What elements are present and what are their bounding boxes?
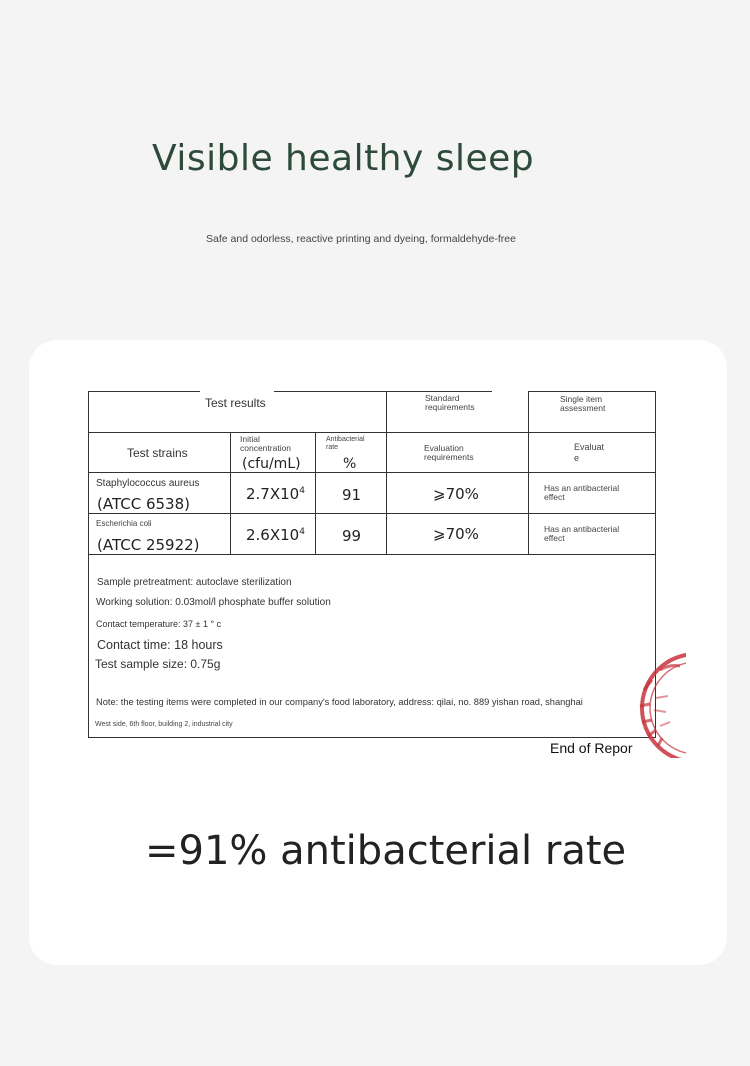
test-strains-label: Test strains xyxy=(127,446,188,460)
row2-effect: Has an antibacterial effect xyxy=(544,524,620,543)
note-sample-size: Test sample size: 0.75g xyxy=(95,657,221,671)
table-border-top-right2 xyxy=(494,391,528,392)
row1-strain: Staphylococcus aureus xyxy=(96,478,200,489)
row2-strain: Escherichia coli xyxy=(96,519,152,528)
evaluation-requirements-label: Evaluation requirements xyxy=(424,443,474,462)
test-results-label: Test results xyxy=(205,396,266,410)
initial-concentration-label: Initial concentration xyxy=(240,434,292,453)
table-border-left xyxy=(88,391,89,738)
standard-requirements-label: Standard requirements xyxy=(425,393,475,412)
row2-code: (ATCC 25922) xyxy=(97,536,200,554)
col-divider-4 xyxy=(528,391,529,555)
end-of-report: End of Repor xyxy=(550,740,633,756)
evaluate-label-1: Evaluat xyxy=(574,442,605,452)
row2-rate: 99 xyxy=(342,527,362,545)
note-address: West side, 6th floor, building 2, industrial city xyxy=(95,721,233,728)
note-lab: Note: the testing items were completed in our company's food laboratory, address: qilai, no. 889 yishan road, shanghai xyxy=(96,697,583,707)
table-border-top-left xyxy=(88,391,200,392)
table-border-bottom xyxy=(88,737,656,738)
row2-requirement: ⩾70% xyxy=(433,525,479,543)
table-header-divider-right xyxy=(386,432,656,433)
row1-concentration: $2.7X10^4$ xyxy=(246,485,305,503)
col-divider-3 xyxy=(386,391,387,555)
note-contact-temperature: Contact temperature: 37 ± 1 ° c xyxy=(96,619,222,629)
row1-rate: 91 xyxy=(342,486,362,504)
official-seal-stamp xyxy=(630,650,686,758)
note-working-solution: Working solution: 0.03mol/l phosphate buffer solution xyxy=(96,597,331,608)
note-contact-time: Contact time: 18 hours xyxy=(97,638,223,652)
table-row1-top xyxy=(88,472,656,473)
row1-effect: Has an antibacterial effect xyxy=(544,483,620,502)
table-border-top-mid xyxy=(274,391,492,392)
antibacterial-rate-label: Antibacterial rate xyxy=(326,436,365,451)
table-border-top-end xyxy=(628,391,656,392)
row1-code: (ATCC 6538) xyxy=(97,495,190,513)
col-divider-2 xyxy=(315,432,316,555)
table-border-top-right xyxy=(528,391,628,392)
page-subtitle: Safe and odorless, reactive printing and dyeing, formaldehyde-free xyxy=(206,233,516,245)
initial-concentration-unit: (cfu/mL) xyxy=(242,456,301,472)
antibacterial-rate-headline: =91% antibacterial rate xyxy=(145,828,627,874)
col-divider-1 xyxy=(230,432,231,555)
evaluate-label-2: e xyxy=(574,453,580,463)
row1-requirement: ⩾70% xyxy=(433,485,479,503)
note-pretreatment: Sample pretreatment: autoclave sterilization xyxy=(97,577,292,588)
table-row2-top xyxy=(88,513,656,514)
table-rows-bottom xyxy=(88,554,656,555)
single-item-assessment-label: Single item assessment xyxy=(560,394,606,413)
page-title: Visible healthy sleep xyxy=(152,138,535,179)
row2-concentration: $2.6X10^4$ xyxy=(246,526,305,544)
antibacterial-rate-unit: % xyxy=(343,456,357,472)
table-header-divider-left xyxy=(88,432,386,433)
